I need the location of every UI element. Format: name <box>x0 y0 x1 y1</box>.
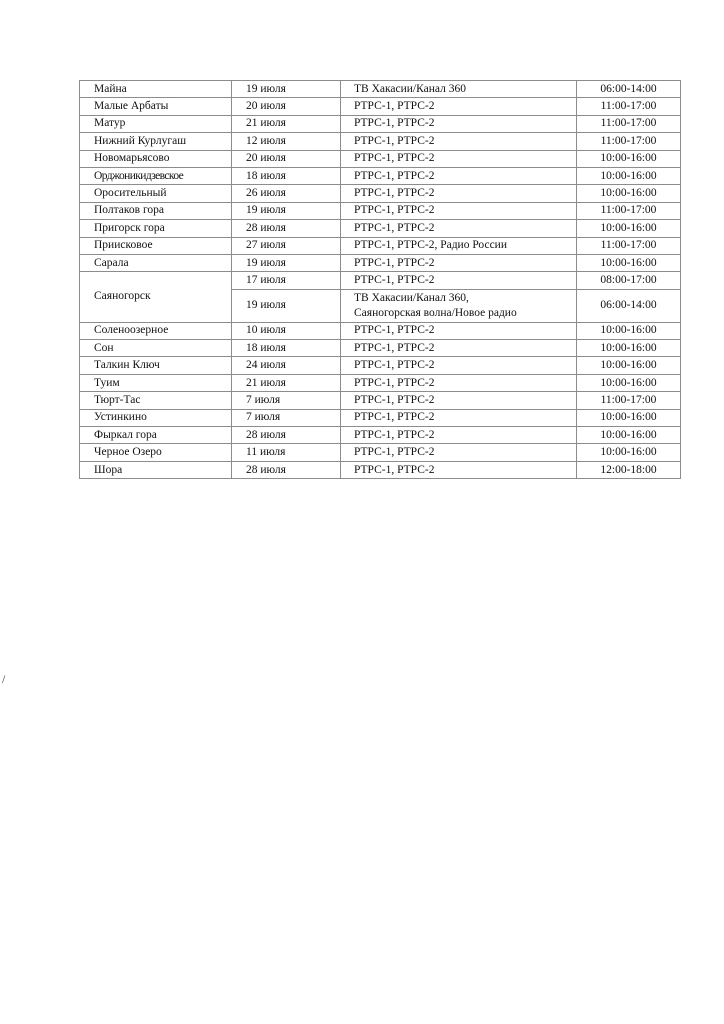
time-cell: 10:00-16:00 <box>577 254 681 271</box>
date-cell: 19 июля <box>232 289 341 322</box>
time-cell: 10:00-16:00 <box>577 340 681 357</box>
place-cell: Полтаков гора <box>80 202 232 219</box>
channels-cell: РТРС-1, РТРС-2 <box>341 98 577 115</box>
table-row <box>80 322 681 339</box>
time-cell: 10:00-16:00 <box>577 220 681 237</box>
place-cell: Сон <box>80 340 232 357</box>
time-cell: 10:00-16:00 <box>577 357 681 374</box>
place-cell: Сарала <box>80 254 232 271</box>
table-row <box>80 115 681 132</box>
place-cell: Орджоникидзевское <box>80 167 232 184</box>
channels-cell: РТРС-1, РТРС-2 <box>341 254 577 271</box>
time-cell: 12:00-18:00 <box>577 461 681 478</box>
channels-cell: РТРС-1, РТРС-2 <box>341 392 577 409</box>
channels-cell: РТРС-1, РТРС-2 <box>341 409 577 426</box>
table-row <box>80 133 681 150</box>
time-cell: 06:00-14:00 <box>577 289 681 322</box>
place-cell: Майна <box>80 81 232 98</box>
table-row <box>80 374 681 391</box>
time-cell: 10:00-16:00 <box>577 374 681 391</box>
date-cell: 18 июля <box>232 340 341 357</box>
channels-cell: РТРС-1, РТРС-2 <box>341 220 577 237</box>
date-cell: 7 июля <box>232 409 341 426</box>
channels-cell: РТРС-1, РТРС-2 <box>341 322 577 339</box>
date-cell: 19 июля <box>232 254 341 271</box>
place-cell: Нижний Курлугаш <box>80 133 232 150</box>
channels-cell: РТРС-1, РТРС-2 <box>341 185 577 202</box>
channels-cell: РТРС-1, РТРС-2 <box>341 444 577 461</box>
table-row <box>80 272 681 289</box>
place-cell: Устинкино <box>80 409 232 426</box>
table-row <box>80 81 681 98</box>
time-cell: 11:00-17:00 <box>577 237 681 254</box>
date-cell: 24 июля <box>232 357 341 374</box>
channels-cell: РТРС-1, РТРС-2 <box>341 150 577 167</box>
table-row <box>80 357 681 374</box>
channels-cell: РТРС-1, РТРС-2 <box>341 461 577 478</box>
channels-line: ТВ Хакасии/Канал 360, <box>354 291 469 304</box>
table-row <box>80 427 681 444</box>
channels-cell: РТРС-1, РТРС-2 <box>341 167 577 184</box>
place-cell: Туим <box>80 374 232 391</box>
time-cell: 10:00-16:00 <box>577 444 681 461</box>
date-cell: 21 июля <box>232 374 341 391</box>
table-row <box>80 340 681 357</box>
time-cell: 10:00-16:00 <box>577 167 681 184</box>
table-row <box>80 220 681 237</box>
date-cell: 28 июля <box>232 427 341 444</box>
place-cell: Приисковое <box>80 237 232 254</box>
table-row <box>80 167 681 184</box>
place-cell: Соленоозерное <box>80 322 232 339</box>
date-cell: 20 июля <box>232 150 341 167</box>
time-cell: 10:00-16:00 <box>577 409 681 426</box>
time-cell: 08:00-17:00 <box>577 272 681 289</box>
place-cell: Тюрт-Тас <box>80 392 232 409</box>
channels-cell: РТРС-1, РТРС-2 <box>341 133 577 150</box>
place-cell: Новомарьясово <box>80 150 232 167</box>
table-row <box>80 392 681 409</box>
place-cell: Малые Арбаты <box>80 98 232 115</box>
date-cell: 18 июля <box>232 167 341 184</box>
time-cell: 10:00-16:00 <box>577 322 681 339</box>
channels-cell: ТВ Хакасии/Канал 360 <box>341 81 577 98</box>
table-row <box>80 202 681 219</box>
date-cell: 28 июля <box>232 220 341 237</box>
place-cell: Саяногорск <box>80 272 232 322</box>
time-cell: 06:00-14:00 <box>577 81 681 98</box>
place-cell: Оросительный <box>80 185 232 202</box>
stray-slash-mark: / <box>2 672 6 686</box>
place-cell: Талкин Ключ <box>80 357 232 374</box>
channels-cell: РТРС-1, РТРС-2 <box>341 202 577 219</box>
channels-line: Саяногорская волна/Новое радио <box>354 306 517 319</box>
date-cell: 11 июля <box>232 444 341 461</box>
time-cell: 10:00-16:00 <box>577 150 681 167</box>
table-row <box>80 254 681 271</box>
time-cell: 11:00-17:00 <box>577 202 681 219</box>
date-cell: 12 июля <box>232 133 341 150</box>
channels-cell: РТРС-1, РТРС-2 <box>341 374 577 391</box>
channels-cell: РТРС-1, РТРС-2 <box>341 115 577 132</box>
table-row <box>80 237 681 254</box>
channels-cell: РТРС-1, РТРС-2 <box>341 427 577 444</box>
date-cell: 28 июля <box>232 461 341 478</box>
date-cell: 26 июля <box>232 185 341 202</box>
time-cell: 11:00-17:00 <box>577 115 681 132</box>
place-cell: Черное Озеро <box>80 444 232 461</box>
time-cell: 11:00-17:00 <box>577 392 681 409</box>
date-cell: 27 июля <box>232 237 341 254</box>
place-cell: Пригорск гора <box>80 220 232 237</box>
date-cell: 7 июля <box>232 392 341 409</box>
place-cell: Шора <box>80 461 232 478</box>
date-cell: 17 июля <box>232 272 341 289</box>
table-row <box>80 409 681 426</box>
time-cell: 10:00-16:00 <box>577 185 681 202</box>
place-cell: Матур <box>80 115 232 132</box>
time-cell: 11:00-17:00 <box>577 133 681 150</box>
date-cell: 21 июля <box>232 115 341 132</box>
table-row <box>80 461 681 478</box>
channels-cell: РТРС-1, РТРС-2 <box>341 357 577 374</box>
time-cell: 10:00-16:00 <box>577 427 681 444</box>
channels-cell: РТРС-1, РТРС-2 <box>341 272 577 289</box>
table-row <box>80 444 681 461</box>
time-cell: 11:00-17:00 <box>577 98 681 115</box>
date-cell: 19 июля <box>232 81 341 98</box>
channels-cell <box>341 289 577 322</box>
schedule-table <box>79 80 681 479</box>
place-cell: Фыркал гора <box>80 427 232 444</box>
channels-cell: РТРС-1, РТРС-2, Радио России <box>341 237 577 254</box>
date-cell: 19 июля <box>232 202 341 219</box>
date-cell: 20 июля <box>232 98 341 115</box>
table-row <box>80 185 681 202</box>
channels-cell: РТРС-1, РТРС-2 <box>341 340 577 357</box>
table-row <box>80 98 681 115</box>
schedule-table-body <box>80 81 681 479</box>
date-cell: 10 июля <box>232 322 341 339</box>
table-row <box>80 150 681 167</box>
